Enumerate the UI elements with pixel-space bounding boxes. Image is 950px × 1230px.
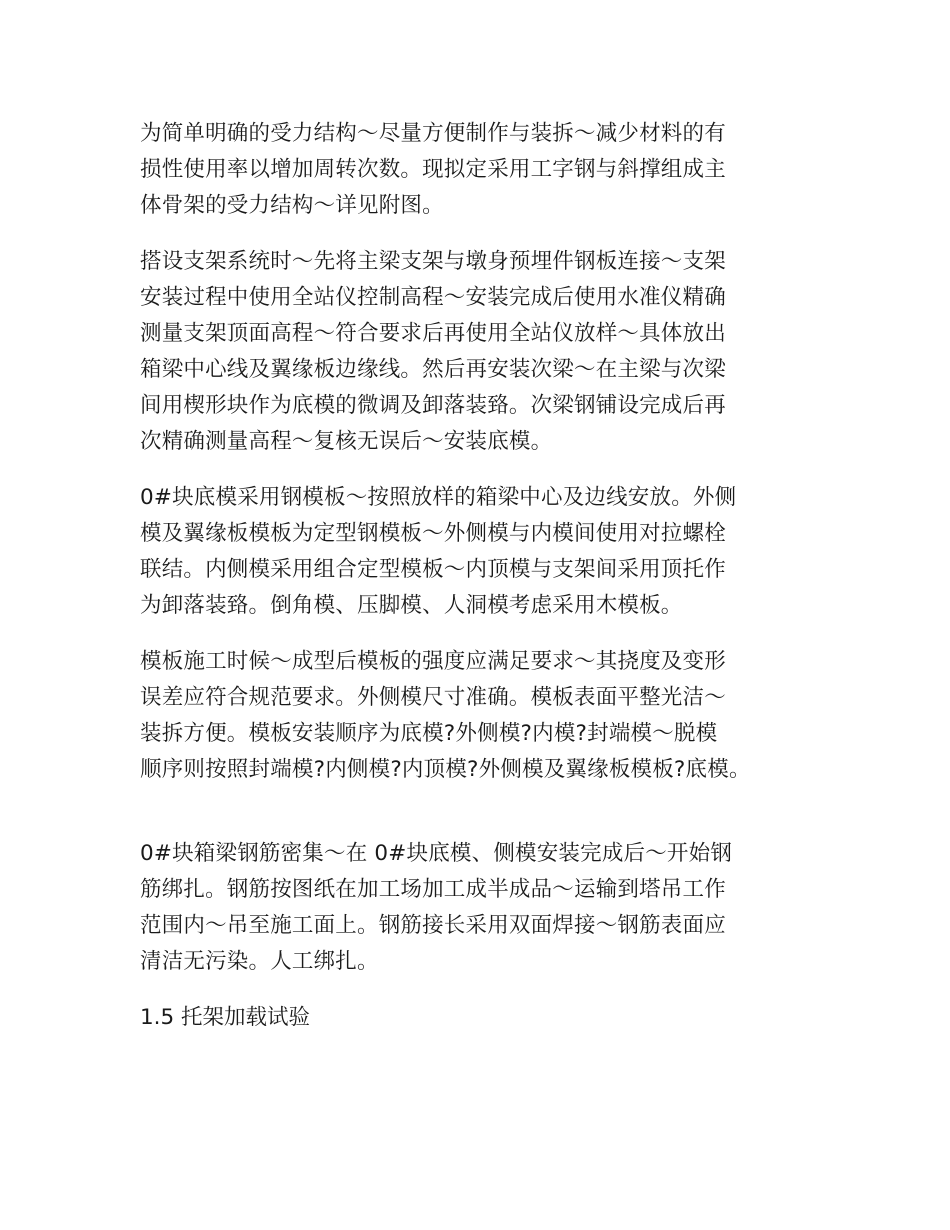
text-line: 模板施工时候～成型后模板的强度应满足要求～其挠度及变形 [140, 649, 726, 674]
paragraph-support-system [140, 244, 830, 460]
text-line: 误差应符合规范要求。外侧模尺寸准确。模板表面平整光洁～ [140, 685, 726, 710]
text-line: 次精确测量高程～复核无误后～安装底模。 [140, 429, 553, 454]
paragraph-spacer [140, 624, 830, 644]
text-line: 模及翼缘板模板为定型钢模板～外侧模与内模间使用对拉螺栓 [140, 521, 726, 546]
section-heading: 1.5 托架加载试验 [140, 1005, 311, 1030]
text-line: 箱梁中心线及翼缘板边缘线。然后再安装次梁～在主梁与次梁 [140, 357, 726, 382]
text-line: 清洁无污染。人工绑扎。 [140, 949, 379, 974]
text-line: 为卸落装臵。倒角模、压脚模、人洞模考虑采用木模板。 [140, 593, 683, 618]
text-line: 体骨架的受力结构～详见附图。 [140, 193, 444, 218]
text-line: 为简单明确的受力结构～尽量方便制作与装拆～减少材料的有 [140, 121, 726, 146]
text-line: 筋绑扎。钢筋按图纸在加工场加工成半成品～运输到塔吊工作 [140, 877, 726, 902]
text-line: 安装过程中使用全站仪控制高程～安装完成后使用水准仪精确 [140, 285, 726, 310]
text-line: 搭设支架系统时～先将主梁支架与墩身预埋件钢板连接～支架 [140, 249, 726, 274]
text-line: 0#块底模采用钢模板～按照放样的箱梁中心及边线安放。外侧 [140, 485, 737, 510]
text-line: 间用楔形块作为底模的微调及卸落装臵。次梁钢铺设完成后再 [140, 393, 726, 418]
text-line: 顺序则按照封端模?内侧模?内顶模?外侧模及翼缘板模板?底模。 [140, 757, 751, 782]
paragraph-formwork [140, 480, 830, 624]
document-body [140, 116, 830, 1036]
text-line: 测量支架顶面高程～符合要求后再使用全站仪放样～具体放出 [140, 321, 726, 346]
text-line: 装拆方便。模板安装顺序为底模?外侧模?内模?封端模～脱模 [140, 721, 718, 746]
paragraph-formwork-construction [140, 644, 830, 788]
paragraph-spacer [140, 980, 830, 1000]
paragraph-spacer [140, 788, 830, 836]
paragraph-spacer [140, 460, 830, 480]
paragraph-spacer [140, 224, 830, 244]
text-line: 损性使用率以增加周转次数。现拟定采用工字钢与斜撑组成主 [140, 157, 726, 182]
text-line: 联结。内侧模采用组合定型模板～内顶模与支架间采用顶托作 [140, 557, 726, 582]
text-line: 0#块箱梁钢筋密集～在 0#块底模、侧模安装完成后～开始钢 [140, 841, 733, 866]
paragraph-load-structure [140, 116, 830, 224]
paragraph-rebar [140, 836, 830, 980]
text-line: 范围内～吊至施工面上。钢筋接长采用双面焊接～钢筋表面应 [140, 913, 726, 938]
